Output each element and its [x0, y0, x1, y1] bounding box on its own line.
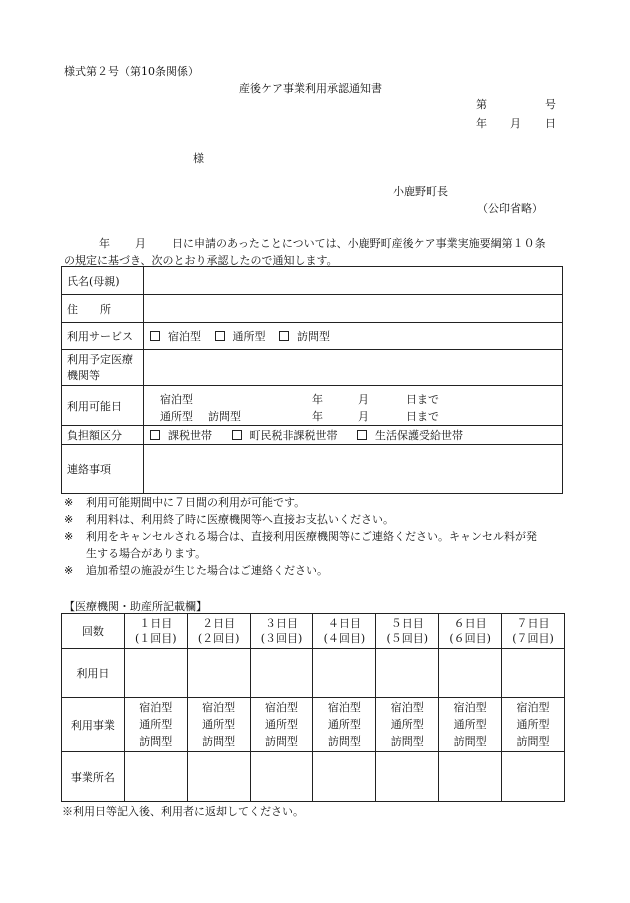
period-value-cell [144, 386, 563, 426]
usage-date-cell [313, 649, 376, 698]
checkbox-icon[interactable] [150, 331, 160, 341]
body-line-1: 日に申請のあったことについては、小鹿野町産後ケア事業実施要綱第１０条 [172, 237, 546, 250]
usage-record-table [61, 613, 565, 802]
day-header: ５日目 (５回目) [376, 614, 439, 649]
checkbox-icon[interactable] [215, 331, 225, 341]
day-header: １日目 (１回目) [124, 614, 187, 649]
office-name-cell [124, 752, 187, 802]
address-value-cell [144, 295, 563, 323]
checkbox-icon[interactable] [150, 430, 160, 440]
form-number: 様式第２号（第10条関係） [64, 65, 199, 78]
office-name-cell [502, 752, 565, 802]
period-row2-year: 年 [312, 409, 323, 423]
service-option-stay[interactable]: 宿泊型 [150, 328, 201, 344]
service-label: 利用サービス [62, 323, 144, 350]
usage-date-cell [187, 649, 250, 698]
date-day-label: 日 [545, 117, 556, 130]
period-row1-year: 年 [312, 392, 323, 406]
note-item: ※ 追加希望の施設が生じた場合はご連絡ください。 [64, 564, 328, 577]
day-header: ２日目 (２回目) [187, 614, 250, 649]
usage-date-cell [376, 649, 439, 698]
period-label: 利用可能日 [62, 386, 144, 426]
day-header: ４日目 (４回目) [313, 614, 376, 649]
number-label-suffix: 号 [545, 98, 556, 111]
office-name-cell [376, 752, 439, 802]
burden-options [144, 426, 563, 445]
usage-type-cell: 宿泊型 通所型 訪問型 [187, 698, 250, 752]
facility-value-cell [144, 350, 563, 386]
day-header: ３日目 (３回目) [250, 614, 313, 649]
note-item: 生する場合があります。 [86, 547, 207, 560]
period-row2-until: 日まで [406, 409, 439, 423]
office-name-cell [313, 752, 376, 802]
sender-name: 小鹿野町長 [393, 185, 448, 198]
usage-type-cell: 宿泊型 通所型 訪問型 [502, 698, 565, 752]
approval-table [61, 266, 563, 494]
document-title: 産後ケア事業利用承認通知書 [239, 82, 382, 95]
body-month: 月 [135, 237, 146, 250]
period-row1-type: 宿泊型 [160, 392, 193, 406]
service-option-daycare[interactable]: 通所型 [215, 328, 266, 344]
seal-omitted: （公印省略） [477, 202, 543, 215]
recipient-honorific: 様 [193, 152, 204, 165]
period-row2-type2: 訪問型 [208, 409, 241, 423]
usage-type-cell: 宿泊型 通所型 訪問型 [376, 698, 439, 752]
checkbox-icon[interactable] [232, 430, 242, 440]
period-row2-type1: 通所型 [160, 409, 193, 423]
name-value-cell [144, 267, 563, 295]
service-option-visit[interactable]: 訪問型 [279, 328, 330, 344]
usage-type-cell: 宿泊型 通所型 訪問型 [250, 698, 313, 752]
burden-label: 負担額区分 [62, 426, 144, 445]
checkbox-icon[interactable] [357, 430, 367, 440]
usage-type-cell: 宿泊型 通所型 訪問型 [313, 698, 376, 752]
period-row1-month: 月 [358, 392, 369, 406]
contact-value-cell [144, 445, 563, 494]
office-name-cell [439, 752, 502, 802]
office-name-cell [250, 752, 313, 802]
count-row-label: 回数 [62, 614, 125, 649]
office-name-cell [187, 752, 250, 802]
checkbox-icon[interactable] [279, 331, 289, 341]
body-line-2: の規定に基づき、次のとおり承認したので通知します。 [64, 254, 338, 267]
date-year-label: 年 [476, 117, 487, 130]
period-row1-until: 日まで [406, 392, 439, 406]
usage-type-cell: 宿泊型 通所型 訪問型 [439, 698, 502, 752]
day-header: ６日目 (６回目) [439, 614, 502, 649]
usage-date-cell [124, 649, 187, 698]
return-instruction: ※利用日等記入後、利用者に返却してください。 [62, 805, 304, 818]
day-header: ７日目 (７回目) [502, 614, 565, 649]
note-item: ※ 利用料は、利用終了時に医療機関等へ直接お支払いください。 [64, 513, 394, 526]
note-item: ※ 利用をキャンセルされる場合は、直接利用医療機関等にご連絡ください。キャンセル料が発 [64, 530, 537, 543]
service-options [144, 323, 563, 350]
period-row2-month: 月 [358, 409, 369, 423]
usage-type-cell: 宿泊型 通所型 訪問型 [124, 698, 187, 752]
address-label: 住 所 [62, 295, 144, 323]
facility-section-title: 【医療機関・助産所記載欄】 [64, 600, 207, 613]
usage-date-cell [250, 649, 313, 698]
body-year: 年 [99, 237, 110, 250]
usage-date-label: 利用日 [62, 649, 125, 698]
burden-option-welfare[interactable]: 生活保護受給世帯 [357, 427, 463, 443]
office-name-label: 事業所名 [62, 752, 125, 802]
name-label: 氏名(母親) [62, 267, 144, 295]
facility-label: 利用予定医療 機関等 [62, 350, 144, 386]
date-month-label: 月 [510, 117, 521, 130]
usage-type-label: 利用事業 [62, 698, 125, 752]
burden-option-taxed[interactable]: 課税世帯 [150, 427, 212, 443]
contact-label: 連絡事項 [62, 445, 144, 494]
burden-option-exempt[interactable]: 町民税非課税世帯 [232, 427, 338, 443]
note-item: ※ 利用可能期間中に７日間の利用が可能です。 [64, 496, 306, 509]
usage-date-cell [439, 649, 502, 698]
usage-date-cell [502, 649, 565, 698]
number-label-first: 第 [476, 98, 487, 111]
